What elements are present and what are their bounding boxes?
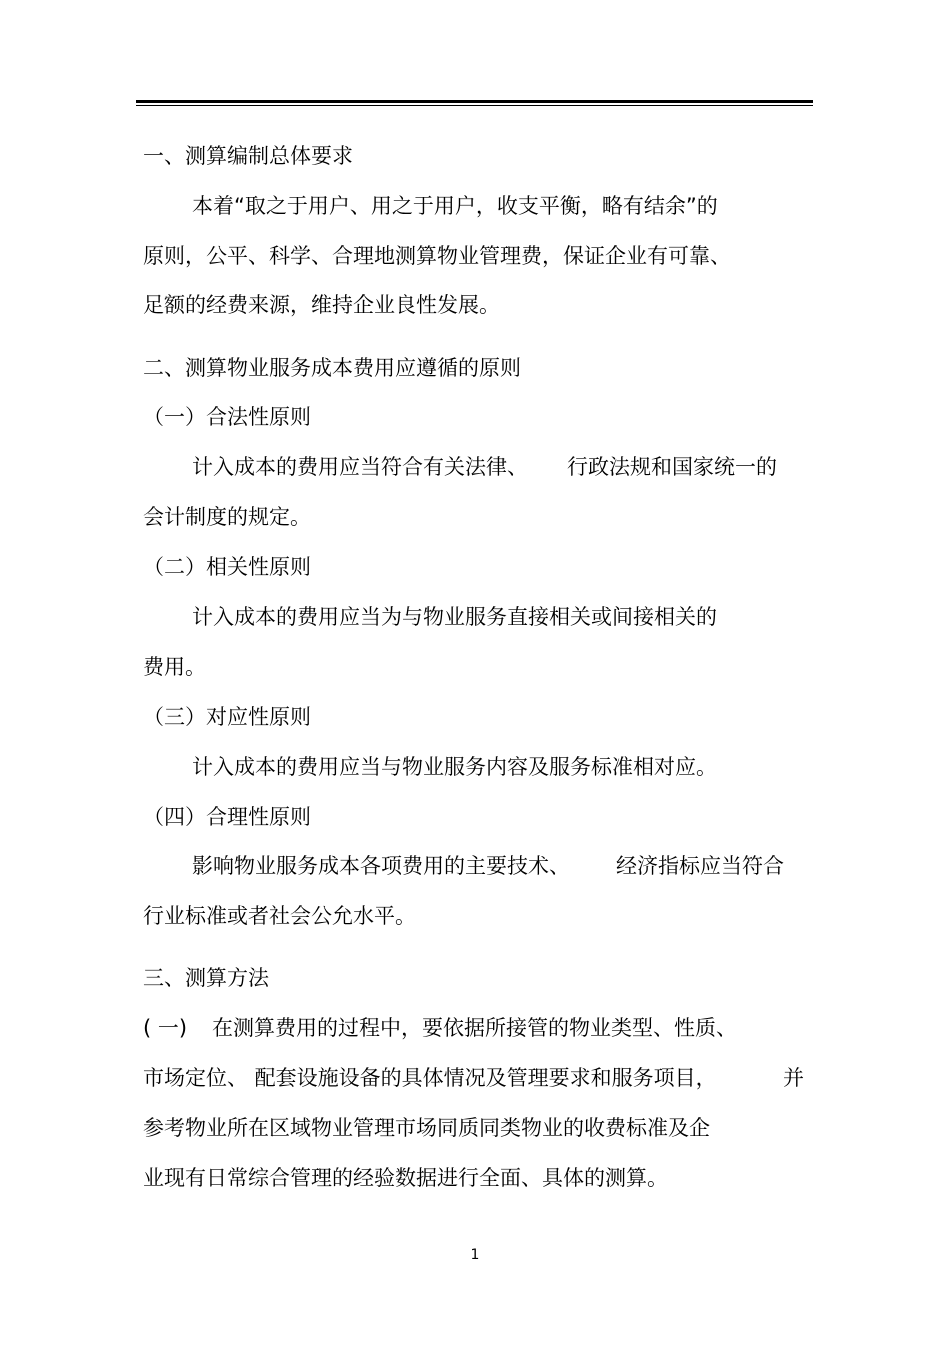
paragraph-line: 计入成本的费用应当符合有关法律、 xyxy=(192,455,528,479)
paragraph-line: 在测算费用的过程中，要依据所接管的物业类型、性质、 xyxy=(212,1016,737,1040)
paragraph-line: 并 xyxy=(783,1066,804,1090)
header-rule-thick xyxy=(136,100,813,103)
subsection-title: （三）对应性原则 xyxy=(143,705,311,729)
header-rule-thin xyxy=(136,105,813,106)
section-heading-3: 三、测算方法 xyxy=(143,966,269,990)
paragraph-line: 行业标准或者社会公允水平。 xyxy=(143,904,416,928)
paragraph-line: 原则，公平、科学、合理地测算物业管理费，保证企业有可靠、 xyxy=(143,244,731,268)
subsection-title: （一）合法性原则 xyxy=(143,405,311,429)
page-number: 1 xyxy=(470,1247,480,1263)
paragraph-line: 足额的经费来源，维持企业良性发展。 xyxy=(143,293,500,317)
section-heading-2: 二、测算物业服务成本费用应遵循的原则 xyxy=(143,356,521,380)
paragraph-line: 经济指标应当符合 xyxy=(616,854,784,878)
subsection-title: （二）相关性原则 xyxy=(143,555,311,579)
paragraph-line: 计入成本的费用应当与物业服务内容及服务标准相对应。 xyxy=(192,755,717,779)
paragraph-line: 市场定位、 配套设施设备的具体情况及管理要求和服务项目， xyxy=(143,1066,717,1090)
paragraph-line: 业现有日常综合管理的经验数据进行全面、具体的测算。 xyxy=(143,1166,668,1190)
paragraph-line: 费用。 xyxy=(143,655,206,679)
paragraph-line: 计入成本的费用应当为与物业服务直接相关或间接相关的 xyxy=(192,605,717,629)
section-heading-1: 一、测算编制总体要求 xyxy=(143,144,353,168)
item-marker: ( 一) xyxy=(143,1016,188,1040)
paragraph-line: 会计制度的规定。 xyxy=(143,505,311,529)
paragraph-line: 参考物业所在区域物业管理市场同质同类物业的收费标准及企 xyxy=(143,1116,710,1140)
paragraph-line: 影响物业服务成本各项费用的主要技术、 xyxy=(192,854,570,878)
paragraph-line: 行政法规和国家统一的 xyxy=(567,455,777,479)
paragraph-line: 本着“取之于用户、用之于用户，收支平衡，略有结余”的 xyxy=(192,194,718,218)
subsection-title: （四）合理性原则 xyxy=(143,805,311,829)
